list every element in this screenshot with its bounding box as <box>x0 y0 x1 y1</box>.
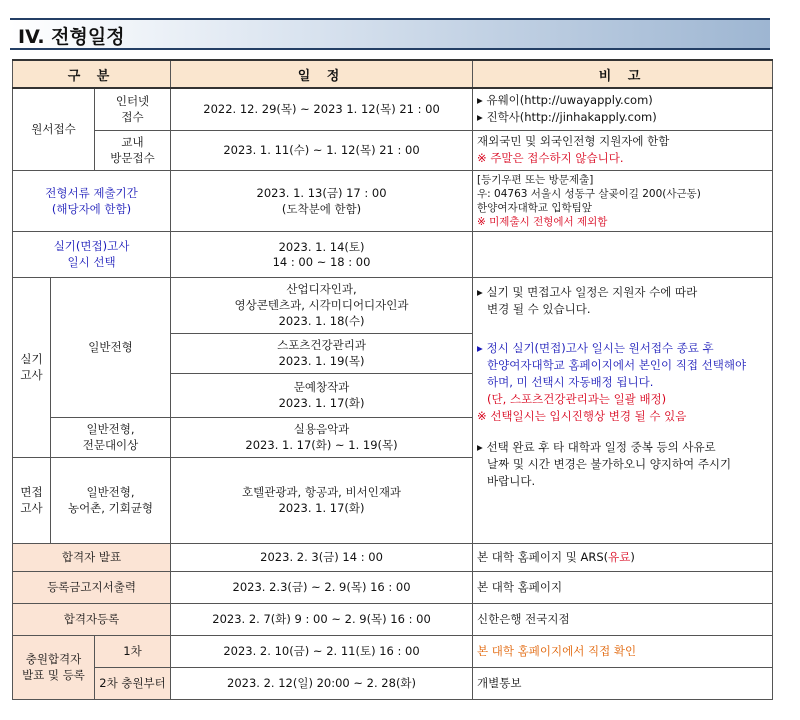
row-tuition <box>13 571 773 603</box>
register-label: 합격자등록 <box>13 603 171 635</box>
row-extra-1 <box>13 635 773 667</box>
app-visit-label: 교내 방문접수 <box>95 130 171 170</box>
exam-row2: 스포츠건강관리과 2023. 1. 19(목) <box>171 333 473 373</box>
farm-label: 일반전형, 농어촌, 기회균형 <box>51 457 171 543</box>
select-label: 실기(면접)고사 일시 선택 <box>13 231 171 277</box>
extra-first-note: 본 대학 홈페이지에서 직접 확인 <box>473 635 773 667</box>
section-title: IV. 전형일정 <box>18 26 125 48</box>
extra-second-note: 개별통보 <box>473 667 773 699</box>
docs-label: 전형서류 제출기간 (해당자에 한함) <box>13 170 171 231</box>
exam-row5: 호텔관광과, 항공과, 비서인재과 2023. 1. 17(화) <box>171 457 473 543</box>
exam-row1: 산업디자인과, 영상콘텐츠과, 시각미디어디자인과 2023. 1. 18(수) <box>171 277 473 333</box>
row-result <box>13 543 773 571</box>
row-select <box>13 231 773 277</box>
app-visit-note: 재외국민 및 외국인전형 지원자에 한함 ※ 주말은 접수하지 않습니다. <box>473 130 773 170</box>
header-schedule: 일 정 <box>171 60 473 88</box>
extra-second-date: 2023. 2. 12(일) 20:00 ~ 2. 28(화) <box>171 667 473 699</box>
app-internet-note: ▸ 유웨이(http://uwayapply.com) ▸ 진학사(http://jinhakapply.com) <box>473 88 773 130</box>
register-date: 2023. 2. 7(화) 9 : 00 ~ 2. 9(목) 16 : 00 <box>171 603 473 635</box>
register-note: 신한은행 전국지점 <box>473 603 773 635</box>
myeonjeop-label: 면접 고사 <box>13 457 51 543</box>
header-category: 구 분 <box>13 60 171 88</box>
extra-first-label: 1차 <box>95 635 171 667</box>
app-visit-date: 2023. 1. 11(수) ~ 1. 12(목) 21 : 00 <box>171 130 473 170</box>
app-label: 원서접수 <box>13 88 95 170</box>
app-internet-label: 인터넷 접수 <box>95 88 171 130</box>
general-label: 일반전형 <box>51 277 171 417</box>
row-extra-2 <box>13 667 773 699</box>
extra-label: 충원합격자 발표 및 등록 <box>13 635 95 699</box>
exam-row3: 문예창작과 2023. 1. 17(화) <box>171 373 473 417</box>
header-row <box>13 60 773 88</box>
row-register <box>13 603 773 635</box>
section-header <box>10 18 770 50</box>
select-date: 2023. 1. 14(토) 14 : 00 ~ 18 : 00 <box>171 231 473 277</box>
tuition-date: 2023. 2.3(금) ~ 2. 9(목) 16 : 00 <box>171 571 473 603</box>
exam-note: ▸ 실기 및 면접고사 일정은 지원자 수에 따라 변경 될 수 있습니다. ▸ 정시 실기(면접)고사 일시는 원서접수 종료 후 한양여자대학교 홈페이지에서 본인이 직접 선택해야 하며, 미 선택시 자동배정 됩니다. (단, 스포츠건강관리과는 일괄 배정) ※ 선택일시는 입시진행상 변경 될 수 있음 ▸ 선택 완료 후 타 대학과 일정 중복 등의 사유로 날짜 및 시간 변경은 불가하오니 양지하여 주시기 바랍니다. <box>473 277 773 543</box>
row-docs <box>13 170 773 231</box>
header-remarks: 비 고 <box>473 60 773 88</box>
row-exam-1 <box>13 277 773 333</box>
select-note <box>473 231 773 277</box>
extra-second-label: 2차 충원부터 <box>95 667 171 699</box>
result-label: 합격자 발표 <box>13 543 171 571</box>
app-internet-date: 2022. 12. 29(목) ~ 2023 1. 12(목) 21 : 00 <box>171 88 473 130</box>
row-app-internet <box>13 88 773 130</box>
result-note: 본 대학 홈페이지 및 ARS(유료) <box>473 543 773 571</box>
silgi-label: 실기 고사 <box>13 277 51 457</box>
result-date: 2023. 2. 3(금) 14 : 00 <box>171 543 473 571</box>
general-pro-label: 일반전형, 전문대이상 <box>51 417 171 457</box>
schedule-table <box>12 59 773 700</box>
docs-note: [등기우편 또는 방문제출] 우: 04763 서울시 성동구 살곶이길 200(사근동) 한양여자대학교 입학팀앞 ※ 미제출시 전형에서 제외함 <box>473 170 773 231</box>
tuition-note: 본 대학 홈페이지 <box>473 571 773 603</box>
exam-row4: 실용음악과 2023. 1. 17(화) ~ 1. 19(목) <box>171 417 473 457</box>
tuition-label: 등록금고지서출력 <box>13 571 171 603</box>
extra-first-date: 2023. 2. 10(금) ~ 2. 11(토) 16 : 00 <box>171 635 473 667</box>
row-app-visit <box>13 130 773 170</box>
docs-date: 2023. 1. 13(금) 17 : 00 (도착분에 한함) <box>171 170 473 231</box>
